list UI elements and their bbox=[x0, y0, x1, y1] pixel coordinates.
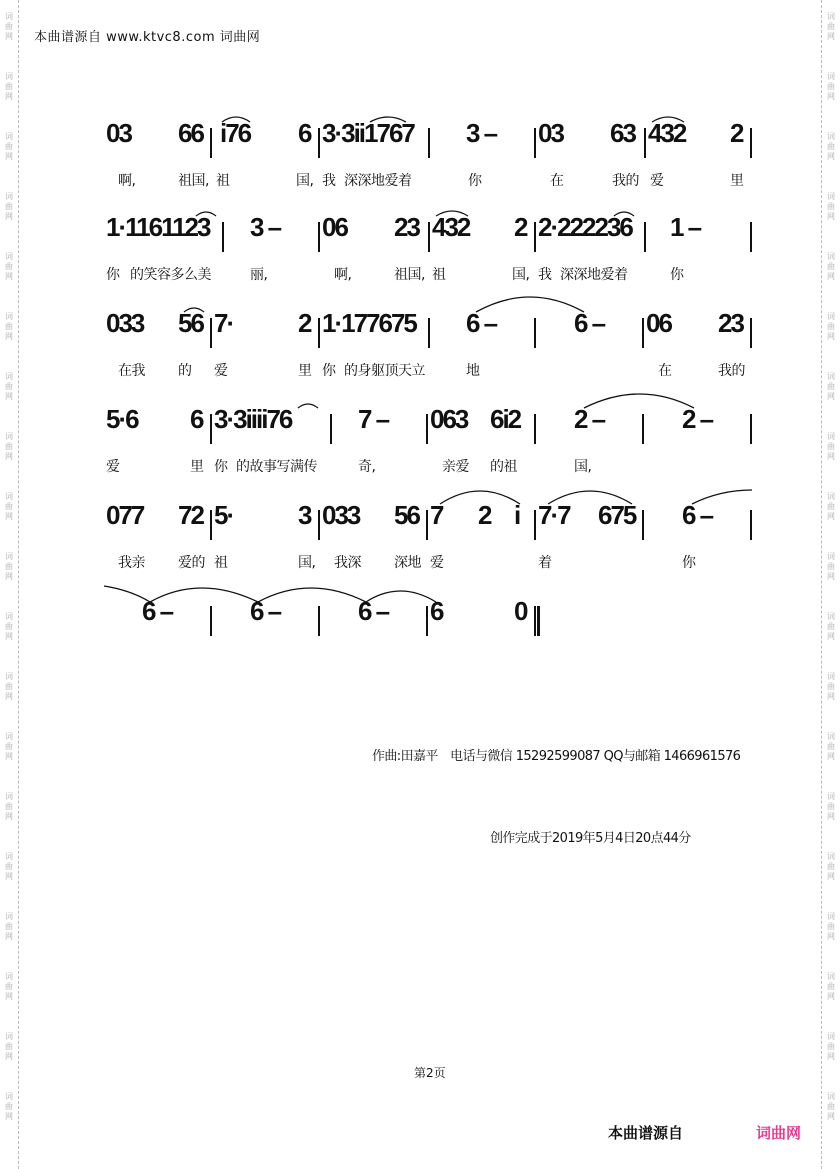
watermark-mark: 词 曲 网 bbox=[5, 72, 13, 101]
slur bbox=[476, 297, 584, 312]
note-group: 1·1161123 bbox=[106, 212, 210, 242]
lyric: 爱 bbox=[106, 459, 120, 475]
slur bbox=[692, 490, 752, 504]
note-group: 0 bbox=[514, 596, 527, 626]
note-group: i bbox=[514, 500, 520, 530]
watermark-mark: 词 曲 网 bbox=[5, 672, 13, 701]
lyric: 我的 bbox=[718, 363, 745, 379]
watermark-mark: 词 曲 网 bbox=[827, 792, 835, 821]
watermark-mark: 词 曲 网 bbox=[827, 912, 835, 941]
lyric: 深深地爱着 bbox=[344, 173, 412, 189]
lyric: 祖国, bbox=[394, 267, 425, 283]
watermark-mark: 词 曲 网 bbox=[827, 12, 835, 41]
note-group: 56 bbox=[178, 308, 203, 338]
note-group: 2 bbox=[298, 308, 311, 338]
slur bbox=[652, 117, 684, 122]
watermark-mark: 词 曲 网 bbox=[827, 852, 835, 881]
watermark-mark: 词 曲 网 bbox=[827, 552, 835, 581]
source-header: 本曲谱源自 www.ktvc8.com 词曲网 bbox=[34, 30, 261, 45]
note-group: 3·3iiii76 bbox=[214, 404, 292, 434]
note-group: 72 bbox=[178, 500, 203, 530]
lyric: 你 bbox=[106, 267, 120, 283]
note-group: 6i2 bbox=[490, 404, 521, 434]
lyric: 里 bbox=[190, 459, 204, 475]
watermark-mark: 词 曲 网 bbox=[827, 972, 835, 1001]
note-group: 6 – bbox=[250, 596, 281, 626]
note-group: 6 bbox=[298, 118, 311, 148]
lyric: 的祖 bbox=[490, 459, 517, 475]
slur bbox=[196, 212, 216, 216]
watermark-mark: 词 曲 网 bbox=[5, 972, 13, 1001]
note-group: 5· bbox=[214, 500, 234, 530]
lyric: 祖国, bbox=[178, 173, 209, 189]
note-group: 2 bbox=[478, 500, 491, 530]
slur bbox=[436, 211, 468, 216]
slur bbox=[548, 491, 632, 504]
lyric: 你 bbox=[670, 267, 684, 283]
watermark-mark: 词 曲 网 bbox=[827, 1092, 835, 1121]
lyric: 着 bbox=[538, 555, 552, 571]
lyric: 国, bbox=[512, 267, 530, 283]
watermark-mark: 词 曲 网 bbox=[827, 612, 835, 641]
lyric: 你 bbox=[214, 459, 228, 475]
note-group: 6 – bbox=[466, 308, 497, 338]
lyric: 啊, bbox=[118, 173, 136, 189]
lyric: 的身躯顶天立 bbox=[344, 363, 425, 379]
lyric: 祖 bbox=[216, 173, 230, 189]
lyric: 里 bbox=[730, 173, 744, 189]
note-group: 2·222236 bbox=[538, 212, 632, 242]
watermark-mark: 词 曲 网 bbox=[827, 1032, 835, 1061]
lyric: 的笑容多么美 bbox=[130, 267, 211, 283]
lyric: 你 bbox=[682, 555, 696, 571]
note-group: 66 bbox=[178, 118, 203, 148]
lyric: 我 bbox=[538, 267, 552, 283]
note-group: 1 – bbox=[670, 212, 701, 242]
note-group: i76 bbox=[220, 118, 251, 148]
watermark-mark: 词 曲 网 bbox=[5, 252, 13, 281]
note-group: 06 bbox=[322, 212, 347, 242]
page-number: 第2页 bbox=[414, 1066, 446, 1080]
lyric: 的故事写满传 bbox=[236, 459, 317, 475]
note-group: 3 – bbox=[250, 212, 281, 242]
lyric: 奇, bbox=[358, 459, 376, 475]
completion-date: 创作完成于2019年5月4日20点44分 bbox=[490, 831, 691, 846]
watermark-mark: 词 曲 网 bbox=[827, 372, 835, 401]
slur bbox=[184, 308, 204, 312]
note-group: 2 bbox=[730, 118, 743, 148]
note-group: 6 – bbox=[574, 308, 605, 338]
lyric: 亲爱 bbox=[442, 459, 469, 475]
lyric: 我深 bbox=[334, 555, 361, 571]
note-group: 6 bbox=[430, 596, 443, 626]
slur bbox=[258, 588, 366, 602]
watermark-mark: 词 曲 网 bbox=[5, 612, 13, 641]
footer-brand-link[interactable]: 词曲网 bbox=[756, 1124, 802, 1142]
note-group: 7·7 bbox=[538, 500, 570, 530]
note-group: 675 bbox=[598, 500, 636, 530]
note-group: 5·6 bbox=[106, 404, 138, 434]
watermark-mark: 词 曲 网 bbox=[5, 912, 13, 941]
lyric: 深地 bbox=[394, 555, 421, 571]
note-group: 1·177675 bbox=[322, 308, 416, 338]
composer-credits: 作曲:田嘉平 电话与微信 15292599087 QQ与邮箱 1466961576 bbox=[372, 749, 741, 764]
lyric: 国, bbox=[298, 555, 316, 571]
slur bbox=[222, 117, 250, 122]
note-group: 033 bbox=[106, 308, 144, 338]
slur bbox=[370, 117, 406, 122]
lyric: 爱 bbox=[214, 363, 228, 379]
watermark-mark: 词 曲 网 bbox=[5, 792, 13, 821]
watermark-mark: 词 曲 网 bbox=[827, 672, 835, 701]
note-group: 2 – bbox=[682, 404, 713, 434]
note-group: 2 bbox=[514, 212, 527, 242]
lyric: 爱的 bbox=[178, 555, 205, 571]
lyric: 深深地爱着 bbox=[560, 267, 628, 283]
lyric: 在 bbox=[550, 173, 564, 189]
note-group: 2 – bbox=[574, 404, 605, 434]
note-group: 033 bbox=[322, 500, 360, 530]
slur bbox=[584, 394, 694, 408]
watermark-mark: 词 曲 网 bbox=[5, 1092, 13, 1121]
note-group: 7 – bbox=[358, 404, 389, 434]
note-group: 06 bbox=[646, 308, 671, 338]
slur bbox=[440, 491, 520, 504]
watermark-mark: 词 曲 网 bbox=[5, 132, 13, 161]
lyric: 祖 bbox=[432, 267, 446, 283]
lyric: 啊, bbox=[334, 267, 352, 283]
lyric: 爱 bbox=[650, 173, 664, 189]
watermark-mark: 词 曲 网 bbox=[827, 312, 835, 341]
watermark-mark: 词 曲 网 bbox=[827, 492, 835, 521]
note-group: 03 bbox=[538, 118, 563, 148]
slur bbox=[366, 591, 436, 602]
lyric: 国, bbox=[296, 173, 314, 189]
note-group: 23 bbox=[718, 308, 743, 338]
note-group: 3 bbox=[298, 500, 311, 530]
watermark-mark: 词 曲 网 bbox=[5, 192, 13, 221]
lyric: 爱 bbox=[430, 555, 444, 571]
watermark-mark: 词 曲 网 bbox=[5, 372, 13, 401]
note-group: 6 – bbox=[682, 500, 713, 530]
watermark-mark: 词 曲 网 bbox=[5, 432, 13, 461]
lyric: 的 bbox=[178, 363, 192, 379]
note-group: 432 bbox=[432, 212, 470, 242]
lyric: 你 bbox=[322, 363, 336, 379]
note-group: 6 – bbox=[358, 596, 389, 626]
watermark-mark: 词 曲 网 bbox=[5, 852, 13, 881]
watermark-mark: 词 曲 网 bbox=[827, 132, 835, 161]
lyric: 地 bbox=[466, 363, 480, 379]
lyric: 祖 bbox=[214, 555, 228, 571]
lyric: 丽, bbox=[250, 267, 268, 283]
note-group: 63 bbox=[610, 118, 635, 148]
lyric: 我的 bbox=[612, 173, 639, 189]
lyric: 我 bbox=[322, 173, 336, 189]
note-group: 23 bbox=[394, 212, 419, 242]
slur bbox=[150, 588, 258, 602]
watermark-mark: 词 曲 网 bbox=[827, 192, 835, 221]
note-group: 077 bbox=[106, 500, 144, 530]
watermark-mark: 词 曲 网 bbox=[827, 72, 835, 101]
lyric: 你 bbox=[468, 173, 482, 189]
watermark-mark: 词 曲 网 bbox=[5, 492, 13, 521]
note-group: 03 bbox=[106, 118, 131, 148]
lyric: 国, bbox=[574, 459, 592, 475]
slur bbox=[298, 404, 318, 408]
note-group: 3 – bbox=[466, 118, 497, 148]
slur bbox=[614, 212, 634, 216]
note-group: 432 bbox=[648, 118, 686, 148]
lyric: 我亲 bbox=[118, 555, 145, 571]
watermark-mark: 词 曲 网 bbox=[5, 312, 13, 341]
watermark-mark: 词 曲 网 bbox=[5, 732, 13, 761]
note-group: 3·3ii1767 bbox=[322, 118, 414, 148]
footer-source-text: 本曲谱源自 bbox=[608, 1124, 684, 1142]
lyric: 里 bbox=[298, 363, 312, 379]
lyric: 在我 bbox=[118, 363, 145, 379]
lyric: 在 bbox=[658, 363, 672, 379]
note-group: 6 – bbox=[142, 596, 173, 626]
watermark-mark: 词 曲 网 bbox=[827, 732, 835, 761]
note-group: 6 bbox=[190, 404, 203, 434]
slur bbox=[104, 586, 150, 602]
note-group: 7· bbox=[214, 308, 234, 338]
note-group: 7 bbox=[430, 500, 443, 530]
watermark-mark: 词 曲 网 bbox=[5, 1032, 13, 1061]
watermark-mark: 词 曲 网 bbox=[827, 252, 835, 281]
watermark-mark: 词 曲 网 bbox=[5, 552, 13, 581]
note-group: 063 bbox=[430, 404, 468, 434]
watermark-mark: 词 曲 网 bbox=[5, 12, 13, 41]
watermark-mark: 词 曲 网 bbox=[827, 432, 835, 461]
note-group: 56 bbox=[394, 500, 419, 530]
